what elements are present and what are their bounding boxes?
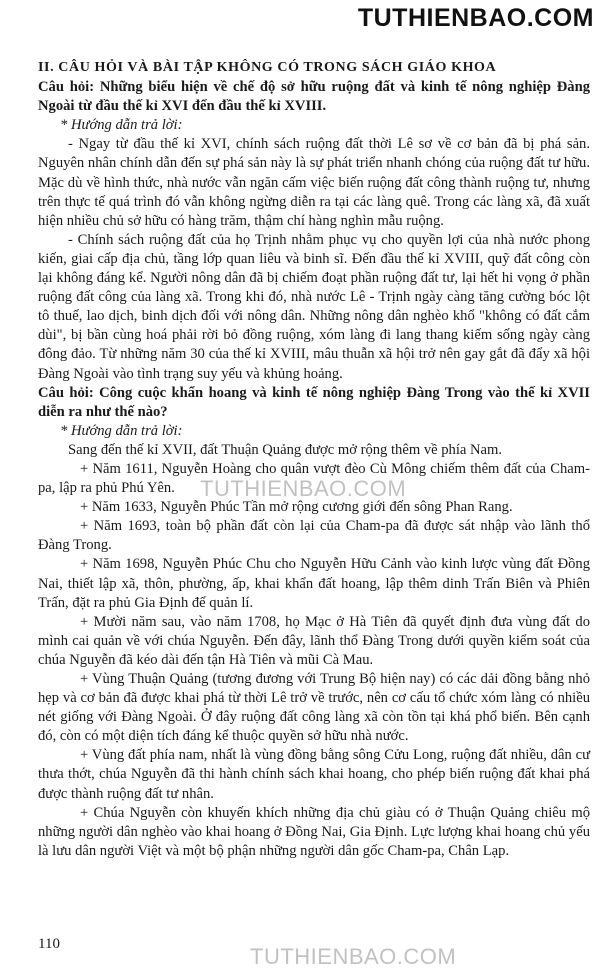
- answer-2-item-1: + Năm 1611, Nguyễn Hoàng cho quân vượt đèo Cù Mông chiếm thêm đất của Cham-pa, lập ra phủ Phú Yên.: [38, 460, 590, 497]
- answer-2-item-3: + Năm 1693, toàn bộ phần đất còn lại của Cham-pa đã được sát nhập vào lãnh thổ Đàng Trong.: [38, 518, 590, 554]
- section-title: II. CÂU HỎI VÀ BÀI TẬP KHÔNG CÓ TRONG SÁCH GIÁO KHOA: [38, 60, 497, 75]
- answer-guide-2: * Hướng dẫn trả lời:: [60, 422, 183, 439]
- answer-guide-1: * Hướng dẫn trả lời:: [60, 117, 183, 134]
- answer-1-paragraph-2: - Chính sách ruộng đất của họ Trịnh nhằm phục vụ cho quyền lợi của nhà nước phong kiến, giai cấp địa chủ, tầng lớp quan liêu và binh sĩ. Đến đầu thế kỉ XVIII, quỹ đất công còn lại không đáng kể. Người nông dân đã bị chiếm đoạt phần ruộng đất tư, lại hết hi vọng ở phần ruộng đất công của làng xã. Trong khi đó, nhà nước Lê - Trịnh ngày càng tăng cường bóc lột tô thuế, lao dịch, binh dịch đối với nông dân. Những nông dân nghèo khổ "không có đất cắm dùi", bị bần cùng hoá phải rời bỏ đồng ruộng, xóm làng đi lang thang kiếm sống ngày càng đông đảo. Từ những năm 30 của thế kỉ XVIII, mâu thuẫn xã hội trở nên gay gắt đã đẩy xã hội Đàng Ngoài vào tình trạng suy yếu và khủng hoảng.: [38, 231, 590, 382]
- answer-1-paragraph-1: - Ngay từ đầu thế kỉ XVI, chính sách ruộng đất thời Lê sơ về cơ bản đã bị phá sản. Nguyên nhân chính dẫn đến sự phá sản này là sự phát triển nhanh chóng của ruộng đất tư hữu. Mặc dù về hình thức, nhà nước vẫn ngăn cấm việc biến ruộng đất công thành ruộng tư, nhưng trên thực tế quá trình đó vẫn không ngừng diễn ra tại các làng quê. Trong các làng xã, đã xuất hiện nhiều chủ sở hữu có hàng trăm, thậm chí hàng nghìn mẫu ruộng.: [38, 136, 590, 229]
- answer-2-item-8: + Chúa Nguyễn còn khuyến khích những địa chủ giàu có ở Thuận Quảng chiêu mộ những người dân nghèo vào khai hoang ở Đồng Nai, Gia Định. Lực lượng khai hoang chủ yếu là lưu dân người Việt và một bộ phận những người dân gốc Cham-pa, Chân Lạp.: [38, 804, 590, 859]
- page-content: [38, 58, 590, 861]
- answer-2-item-6: + Vùng Thuận Quảng (tương đương với Trung Bộ hiện nay) có các dải đồng bằng nhỏ hẹp và cơ bản đã được khai phá từ thời Lê trở về trước, nên cơ cấu tổ chức xóm làng có nhiều nét giống với Đàng Ngoài. Ở đây ruộng đất công làng xã còn tồn tại khá phổ biến. Bên cạnh đó, còn có một diện tích đáng kể thuộc quyền sở hữu nhà nước.: [38, 671, 590, 745]
- page-number: 110: [38, 936, 60, 952]
- answer-2-item-5: + Mười năm sau, vào năm 1708, họ Mạc ở Hà Tiên đã quyết định đưa vùng đất do mình cai quản về với chúa Nguyễn. Đến đây, lãnh thổ Đàng Trong dưới quyền kiểm soát của chúa Nguyễn đã kéo dài đến tận Hà Tiên và mũi Cà Mau.: [38, 613, 590, 668]
- question-1: Câu hỏi: Những biểu hiện về chế độ sở hữu ruộng đất và kinh tế nông nghiệp Đàng Ngoài từ đầu thế kỉ XVI đến đầu thế kỉ XVIII.: [38, 79, 590, 115]
- faint-watermark-middle: TUTHIENBAO.COM: [200, 476, 407, 501]
- answer-2-intro: Sang đến thế kỉ XVII, đất Thuận Quảng được mở rộng thêm về phía Nam.: [68, 441, 503, 458]
- answer-2-item-7: + Vùng đất phía nam, nhất là vùng đồng bằng sông Cửu Long, ruộng đất nhiều, dân cư thưa thớt, chúa Nguyễn đã thi hành chính sách khai hoang, cho phép biến ruộng đất khai phá được thành ruộng đất tư nhân.: [38, 747, 590, 802]
- answer-2-item-4: + Năm 1698, Nguyễn Phúc Chu cho Nguyễn Hữu Cảnh vào kinh lược vùng đất Đồng Nai, thiết lập xã, thôn, phường, ấp, khai khẩn đất hoang, lập thêm dinh Trấn Biên và Phiên Trấn, đặt ra phủ Gia Định để quản lí.: [38, 556, 590, 611]
- question-2: Câu hỏi: Công cuộc khẩn hoang và kinh tế nông nghiệp Đàng Trong vào thế kỉ XVII diễn ra như thế nào?: [38, 384, 590, 420]
- answer-2-item-2: + Năm 1633, Nguyễn Phúc Tần mở rộng cương giới đến sông Phan Rang.: [80, 499, 513, 516]
- faint-watermark-bottom: TUTHIENBAO.COM: [250, 944, 457, 969]
- site-watermark[interactable]: TUTHIENBAO.COM: [357, 4, 594, 32]
